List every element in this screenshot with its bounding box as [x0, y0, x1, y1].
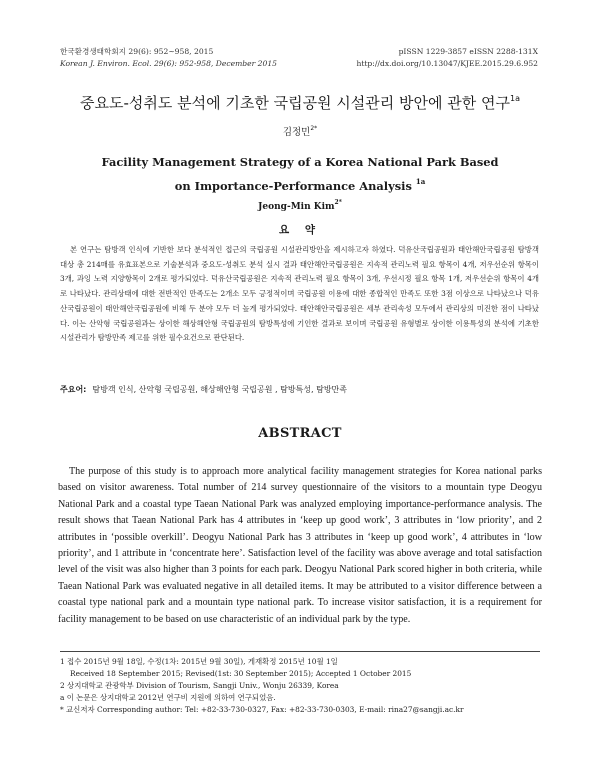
footnotes — [60, 656, 550, 716]
title-korean-text: 중요도-성취도 분석에 기초한 국립공원 시설관리 방안에 관한 연구 — [79, 94, 511, 112]
footnote-received-en: Received 18 September 2015; Revised(1st: 30 September 2015); Accepted 1 October 2015 — [70, 668, 412, 678]
author-korean — [0, 124, 600, 138]
abstract-english-heading: ABSTRACT — [258, 426, 342, 441]
journal-citation — [60, 46, 277, 70]
doi-link[interactable]: http://dx.doi.org/10.13047/KJEE.2015.29.6.952 — [356, 59, 538, 68]
footnote-received-ko: 1 접수 2015년 9월 18일, 수정(1차: 2015년 9월 30일), 게재확정 2015년 10월 1일 — [60, 657, 338, 666]
title-english-line2: on Importance-Performance Analysis — [174, 179, 412, 193]
title-korean — [0, 92, 600, 113]
footnote-divider — [60, 651, 540, 652]
author-english-name: Jeong-Min Kim — [258, 202, 335, 212]
author-english — [0, 199, 600, 212]
title-english — [0, 153, 600, 196]
author-korean-superscript: 2* — [310, 125, 318, 132]
journal-citation-en: Korean J. Environ. Ecol. 29(6): 952-958, December 2015 — [60, 59, 278, 68]
abstract-korean: 본 연구는 탐방객 인식에 기반한 보다 분석적인 접근의 국립공원 시설관리방안을 제시하고자 하였다. 덕유산국립공원과 태안해안국립공원 탐방객 대상 총 214매를 유효표본으로 기술분석과 중요도-성취도 분석 실시 결과 태안해안국립공원은 지속적 관리노력 필요 항목이 4개, 저우선순위 항목이 3개, 과잉 노력 지양항목이 2개로 평가되었다. 덕유산국립공원은 지속적 관리노력 필요 항목이 3개, 우선시정 필요 항목 1개, 저우선순위 항목이 4개로 나타났다. 관리상태에 대한 전반적인 만족도는 2개소 모두 긍정적이며 국립공원 이용에 대한 종합적인 만족도 또한 3점 이상으로 나타났으나 덕유산국립공원이 태안해안국립공원에 비해 두 분야 모두 더 높게 평가되었다. 태안해안국립공원은 세부 관리속성 모두에서 관리상의 미진한 점이 나타났다. 이는 산악형 국립공원과는 상이한 해상해안형 국립공원의 탐방특성에 기인한 결과로 보이며 국립공원 유형별로 상이한 이용특성의 분석에 기초한 시설관리가 탐방만족 제고를 위한 필수요건으로 판단된다. — [60, 245, 539, 343]
keywords-label: 주요어: — [60, 385, 87, 394]
footnote-corresponding-author: * 교신저자 Corresponding author: Tel: +82-33-730-0327, Fax: +82-33-730-0303, E-mail: rina27@sangji.ac.kr — [60, 704, 464, 714]
footnote-affiliation: 2 상지대학교 관광학부 Division of Tourism, Sangji Univ., Wonju 26339, Korea — [60, 680, 339, 690]
journal-citation-ko: 한국환경생태학회지 29(6): 952~958, 2015 — [60, 47, 214, 56]
title-english-line1: Facility Management Strategy of a Korea National Park Based — [101, 155, 499, 169]
title-english-superscript: 1a — [415, 177, 426, 186]
journal-identifiers — [356, 46, 538, 70]
abstract-english: The purpose of this study is to approach more analytical facility management strategies for Korea national parks based on visitor awareness. Total number of 214 survey questionnaire of the visitors to a mountain type Deogyu National Park and a coastal type Taean National Park was analyzed employing importance-performance analysis. The result shows that Taean National Park has 4 attributes in ‘keep up good work’, 3 attributes in ‘low priority’, and 2 attributes in ‘possible overkill’. Deogyu National Park has 3 attributes in ‘keep up good work’, 4 attributes in ‘low priority’, and 1 attribute in ‘concentrate here’. Satisfaction level of the facility was above average and total satisfaction level of the visit was also higher than 3 points for each park. Deogyu National Park scored higher in both criteria, while Taean National Park was evaluated negative in all detailed items. It may be attributed to a visitor difference between a coastal type national park and a mountain type national park. To increase visitor satisfaction, it is a requirement for facility management to be based on use characteristic of an individual park by the type. — [58, 466, 542, 625]
footnote-funding: a 이 논문은 상지대학교 2012년 연구비 지원에 의하여 연구되었음. — [60, 692, 276, 702]
keywords-list: 탐방객 인식, 산악형 국립공원, 해상해안형 국립공원 , 탐방특성, 탐방만족 — [92, 385, 348, 394]
author-english-superscript: 2* — [334, 199, 342, 206]
abstract-korean-heading: 요 약 — [279, 224, 321, 236]
issn: pISSN 1229-3857 eISSN 2288-131X — [398, 47, 538, 56]
title-korean-superscript: 1a — [510, 94, 521, 103]
author-korean-name: 김정민 — [282, 127, 311, 138]
title-english-line2-wrap — [0, 172, 600, 196]
keywords — [60, 384, 347, 395]
